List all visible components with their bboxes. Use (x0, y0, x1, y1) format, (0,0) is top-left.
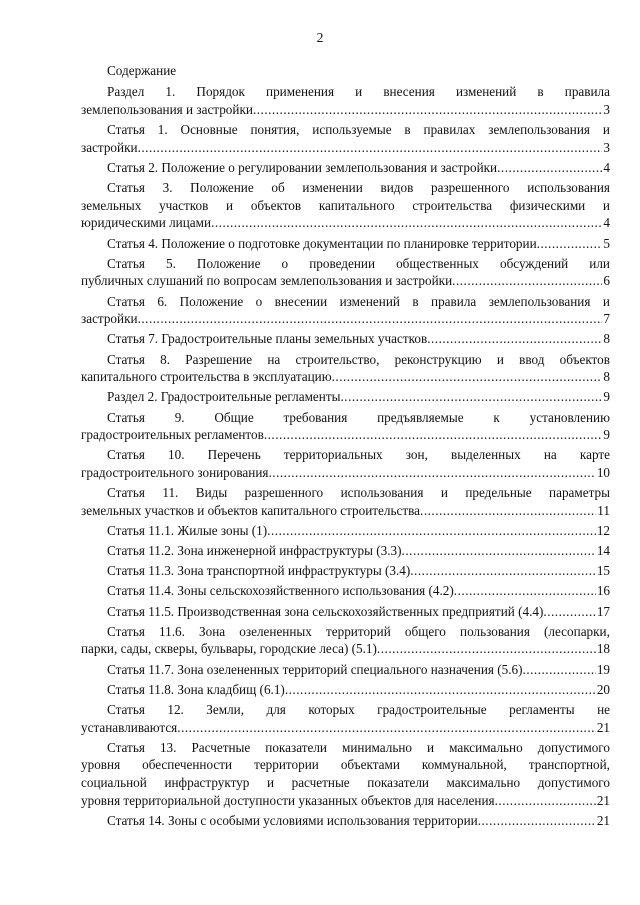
toc-word: транспортной, (528, 757, 610, 773)
dot-leader (420, 502, 596, 520)
toc-entry-line (81, 159, 610, 177)
toc-page-number: 10 (596, 465, 610, 481)
toc-word: реконструкцию (394, 351, 482, 367)
dot-leader (138, 310, 603, 328)
toc-word: внесении (274, 293, 328, 309)
toc-entry-line (81, 409, 610, 427)
toc-word: обсуждений (499, 255, 569, 271)
dot-leader (138, 139, 603, 157)
toc-page-number: 7 (603, 311, 610, 327)
toc-word: территориальных (283, 447, 383, 463)
toc-entry-line (81, 388, 610, 406)
toc-entry-line (81, 101, 610, 119)
toc-entry-title: застройки (81, 139, 138, 155)
toc-word: и (226, 197, 234, 213)
toc-entry-line (81, 623, 610, 641)
toc-entry-line (81, 197, 610, 215)
toc-word: использования (340, 485, 424, 501)
toc-entry-line (81, 330, 610, 348)
toc-word: Статья (107, 739, 145, 755)
toc-word: правилах (423, 121, 476, 137)
toc-page-number: 6 (603, 273, 610, 289)
toc-entry-line (81, 484, 610, 502)
toc-page-number: 5 (603, 235, 610, 251)
dot-leader (285, 681, 596, 699)
toc-word: правила (431, 293, 477, 309)
toc-entry-line (81, 235, 610, 253)
toc-entry-line (81, 812, 610, 830)
toc-word: показатели (265, 739, 327, 755)
toc-word: общего (404, 623, 446, 639)
toc-page-number: 9 (603, 389, 610, 405)
toc-page-number: 4 (603, 215, 610, 231)
toc-entry-line (81, 582, 610, 600)
toc-page-number: 21 (596, 793, 610, 809)
toc-page-number: 12 (596, 523, 610, 539)
toc-entry[interactable] (81, 351, 610, 387)
toc-entry-line (81, 542, 610, 560)
toc-word: Статья (107, 179, 145, 195)
toc-word: применения (266, 84, 335, 99)
toc-entry-line (81, 351, 610, 369)
toc-entry-line (81, 293, 610, 311)
toc-word: и (602, 121, 610, 137)
toc-word: (лесопарки, (544, 623, 610, 639)
toc-word: Статья (107, 293, 145, 309)
toc-word: которых (308, 701, 355, 717)
toc-word: допустимого (537, 775, 610, 791)
toc-word: зон, (405, 447, 428, 463)
dot-leader (402, 542, 596, 560)
toc-word: не (597, 701, 610, 717)
toc-entry[interactable] (81, 623, 610, 659)
toc-entry-line (81, 139, 610, 157)
toc-page-number: 15 (596, 563, 610, 579)
toc-word: максимально (446, 775, 521, 791)
toc-word: и (427, 739, 435, 755)
toc-word: 5. (165, 255, 176, 271)
toc-word: Статья (107, 447, 145, 463)
toc-word: и (602, 197, 610, 213)
toc-word: 1. (165, 84, 176, 99)
toc-entry-title: Статья 11.4. Зоны сельскохозяйственного использования (4.2) (107, 583, 454, 599)
dot-leader (497, 159, 602, 177)
toc-word: 10. (168, 447, 185, 463)
toc-entry-title: Статья 11.3. Зона транспортной инфраструктуры (3.4) (107, 563, 411, 579)
toc-word: об (271, 179, 285, 195)
toc-word: Разрешение (185, 351, 253, 367)
toc-word: Статья (107, 485, 145, 501)
toc-word: землепользования (488, 121, 590, 137)
toc-word: минимально (342, 739, 412, 755)
toc-entry-line (81, 562, 610, 580)
toc-entry[interactable] (81, 812, 610, 830)
toc-word: используемые (312, 121, 392, 137)
toc-word: к (493, 409, 500, 425)
toc-entry[interactable] (81, 235, 610, 253)
toc-word: разрешенного (431, 179, 510, 195)
toc-entry-title: Статья 11.2. Зона инженерной инфраструктуры (3.3) (107, 543, 402, 559)
toc-word: внесения (383, 84, 435, 99)
toc-entry-line (81, 739, 610, 757)
toc-word: выделенных (451, 447, 521, 463)
toc-entry[interactable] (81, 409, 610, 445)
toc-entry[interactable] (81, 542, 610, 560)
dot-leader (177, 719, 596, 737)
toc-entry-line (81, 310, 610, 328)
toc-entry-title: парки, сады, скверы, бульвары, городские леса) (5.1) (81, 641, 377, 657)
toc-word: физическими (509, 197, 586, 213)
toc-entry-line (81, 522, 610, 540)
dot-leader (268, 464, 595, 482)
toc-word: предъявляемые (377, 409, 464, 425)
toc-word: коммунальной, (421, 757, 507, 773)
toc-entry[interactable] (81, 603, 610, 621)
toc-word: и (355, 84, 363, 99)
toc-word: 11.6. (159, 623, 185, 639)
toc-word: на (267, 351, 281, 367)
toc-entry-line (81, 774, 610, 792)
toc-word: для (266, 701, 286, 717)
toc-page-number: 3 (603, 139, 610, 155)
toc-entry-line (81, 255, 610, 273)
toc-entry-line (81, 640, 610, 658)
toc-entry[interactable] (81, 83, 610, 119)
toc-word: использования (527, 179, 610, 195)
toc-entry-line (81, 83, 610, 101)
dot-leader (478, 812, 596, 830)
toc-word: на (543, 447, 557, 463)
toc-word: в (537, 84, 544, 99)
toc-word: Раздел (107, 84, 145, 99)
toc-word: видов (380, 179, 414, 195)
toc-entry[interactable] (81, 179, 610, 232)
toc-word: участков (159, 197, 209, 213)
toc-entry-title: градостроительных регламентов (81, 427, 264, 443)
toc-page-number: 21 (596, 813, 610, 829)
dot-leader (410, 562, 596, 580)
toc-word: или (589, 255, 610, 271)
page-number: 2 (316, 30, 324, 45)
toc-word: установлению (529, 409, 610, 425)
toc-entry[interactable] (81, 121, 610, 157)
toc-word: объектами (340, 757, 400, 773)
toc-word: объектов (250, 197, 302, 213)
toc-entry[interactable] (81, 661, 610, 679)
toc-word: карте (579, 447, 610, 463)
toc-page-number: 21 (596, 719, 610, 735)
toc-word: Статья (107, 255, 145, 271)
toc-entry-line (81, 426, 610, 444)
toc-word: строительства (412, 197, 493, 213)
dot-leader (543, 603, 595, 621)
toc-entry[interactable] (81, 582, 610, 600)
toc-entry[interactable] (81, 562, 610, 580)
toc-word: Основные (180, 121, 238, 137)
toc-word: и (266, 775, 275, 791)
toc-word: территорий (326, 623, 391, 639)
toc-entry-title: Статья 14. Зоны с особыми условиями использования территории (107, 813, 478, 829)
toc-word: территории (254, 757, 319, 773)
toc-entry[interactable] (81, 446, 610, 482)
toc-word: ввод (519, 351, 545, 367)
toc-word: строительство, (295, 351, 380, 367)
table-of-contents (81, 62, 610, 832)
toc-word: Положение (196, 255, 261, 271)
toc-page-number: 20 (596, 681, 610, 697)
toc-word: 1. (157, 121, 168, 137)
toc-page-number: 4 (603, 159, 610, 175)
toc-entry-title: земельных участков и объектов капитального строительства (81, 503, 421, 519)
toc-word: расчетные (291, 775, 350, 791)
toc-word: Положение (179, 293, 244, 309)
toc-word: 9. (174, 409, 185, 425)
toc-word: Статья (107, 351, 145, 367)
toc-heading: Содержание (107, 63, 177, 78)
toc-word: озелененных (239, 623, 312, 639)
toc-word: уровня (81, 757, 121, 773)
toc-word: разрешенного (244, 485, 324, 501)
toc-word: Расчетные (191, 739, 251, 755)
toc-entry[interactable] (81, 255, 610, 291)
toc-entry-title: Статья 7. Градостроительные планы земельных участков (107, 331, 428, 347)
toc-entry[interactable] (81, 522, 610, 540)
toc-entry-line (81, 214, 610, 232)
toc-page-number: 8 (603, 369, 610, 385)
toc-entry-line (81, 464, 610, 482)
toc-word: о (281, 255, 289, 271)
dot-leader (427, 330, 602, 348)
toc-word: в (412, 293, 419, 309)
toc-word: понятия, (250, 121, 300, 137)
toc-word: изменений (455, 84, 517, 99)
toc-word: Положение (190, 179, 254, 195)
toc-word: в (404, 121, 411, 137)
toc-word: и (602, 293, 610, 309)
toc-entry-title: землепользования и застройки (81, 101, 253, 117)
toc-entry-title: публичных слушаний по вопросам землепользования и застройки (81, 273, 453, 289)
toc-word: земельных (81, 197, 142, 213)
toc-word: Виды (195, 485, 228, 501)
toc-word: градостроительные (377, 701, 487, 717)
toc-word: предельные (465, 485, 532, 501)
toc-entry-title: капитального строительства в эксплуатацию (81, 369, 332, 385)
toc-word: пользования (460, 623, 530, 639)
toc-word: Перечень (207, 447, 261, 463)
toc-entry[interactable] (81, 330, 610, 348)
toc-word: максимально (449, 739, 523, 755)
toc-word: инфраструктур (164, 775, 250, 791)
toc-page-number: 16 (596, 583, 610, 599)
toc-word: параметры (549, 485, 610, 501)
toc-entry-line (81, 446, 610, 464)
toc-word: изменений (339, 293, 400, 309)
toc-entry-title: Статья 11.5. Производственная зона сельскохозяйственных предприятий (4.4) (107, 603, 544, 619)
toc-entry-title: Статья 4. Положение о подготовке документации по планировке территории (107, 235, 537, 251)
toc-entry-title: градостроительного зонирования (81, 465, 269, 481)
toc-page-number: 17 (596, 603, 610, 619)
dot-leader (523, 661, 596, 679)
toc-word: 11. (162, 485, 179, 501)
toc-word: и (440, 485, 448, 501)
toc-page-number: 3 (603, 101, 610, 117)
toc-entry-line (81, 701, 610, 719)
toc-entry-line (81, 121, 610, 139)
dot-leader (495, 792, 596, 810)
toc-page-number: 8 (603, 331, 610, 347)
toc-word: изменении (302, 179, 363, 195)
toc-page-number: 11 (597, 503, 610, 519)
toc-word: капитального (318, 197, 395, 213)
toc-entry[interactable] (81, 388, 610, 406)
toc-entry[interactable] (81, 484, 610, 520)
toc-entry[interactable] (81, 681, 610, 699)
dot-leader (253, 101, 602, 119)
toc-word: Статья (107, 409, 145, 425)
toc-word: проведении (309, 255, 376, 271)
toc-word: допустимого (537, 739, 610, 755)
toc-entry-line (81, 681, 610, 699)
toc-entry-line (81, 502, 610, 520)
toc-word: 6. (157, 293, 168, 309)
toc-word: Статья (107, 701, 145, 717)
dot-leader (452, 272, 602, 290)
toc-word: требования (283, 409, 348, 425)
dot-leader (340, 388, 602, 406)
toc-entry-line (81, 368, 610, 386)
toc-word: 13. (159, 739, 177, 755)
dot-leader (454, 582, 596, 600)
toc-entry-title: Статья 2. Положение о регулировании землепользования и застройки (107, 159, 498, 175)
toc-word: Статья (107, 121, 145, 137)
toc-entry[interactable] (81, 159, 610, 177)
toc-word: землепользования (488, 293, 591, 309)
toc-page-number: 18 (596, 641, 610, 657)
toc-word: Зона (199, 623, 226, 639)
toc-word: 8. (160, 351, 171, 367)
toc-word: регламенты (509, 701, 575, 717)
dot-leader (264, 426, 603, 444)
toc-entry-line (81, 756, 610, 774)
toc-entry-line (81, 179, 610, 197)
toc-word: 12. (167, 701, 184, 717)
toc-word: правила (564, 84, 610, 99)
toc-entry[interactable] (81, 701, 610, 737)
toc-word: о (255, 293, 263, 309)
toc-word: общественных (396, 255, 479, 271)
dot-leader (332, 368, 603, 386)
toc-page-number: 9 (603, 427, 610, 443)
toc-word: социальной (81, 775, 147, 791)
toc-entry-title: Раздел 2. Градостроительные регламенты (107, 389, 341, 405)
toc-entry-line (81, 603, 610, 621)
toc-entry-title: устанавливаются (81, 719, 178, 735)
toc-entries (81, 83, 610, 830)
toc-word: обеспеченности (142, 757, 233, 773)
toc-entry-line (81, 272, 610, 290)
toc-word: и (496, 351, 504, 367)
toc-word: Земли, (206, 701, 245, 717)
toc-word: 3. (162, 179, 173, 195)
toc-entry[interactable] (81, 293, 610, 329)
toc-word: Общие (214, 409, 254, 425)
dot-leader (377, 640, 596, 658)
toc-entry-title: застройки (81, 311, 138, 327)
toc-word: объектов (559, 351, 610, 367)
toc-entry[interactable] (81, 739, 610, 810)
toc-entry-title: Статья 11.7. Зона озелененных территорий специального назначения (5.6) (107, 661, 523, 677)
toc-entry-title: юридическими лицами (81, 215, 212, 231)
toc-page-number: 14 (596, 543, 610, 559)
dot-leader (267, 522, 596, 540)
toc-entry-title: Статья 11.8. Зона кладбищ (6.1) (107, 681, 285, 697)
toc-word: Статья (107, 623, 145, 639)
toc-page-number: 19 (596, 661, 610, 677)
toc-entry-title: уровня территориальной доступности указанных объектов для населения (81, 793, 495, 809)
dot-leader (537, 235, 603, 253)
toc-entry-line (81, 661, 610, 679)
toc-entry-line (81, 719, 610, 737)
toc-entry-title: Статья 11.1. Жилые зоны (1) (107, 523, 268, 539)
toc-word: показатели (367, 775, 429, 791)
toc-word: Порядок (196, 84, 245, 99)
toc-entry-line (81, 792, 610, 810)
dot-leader (211, 214, 602, 232)
